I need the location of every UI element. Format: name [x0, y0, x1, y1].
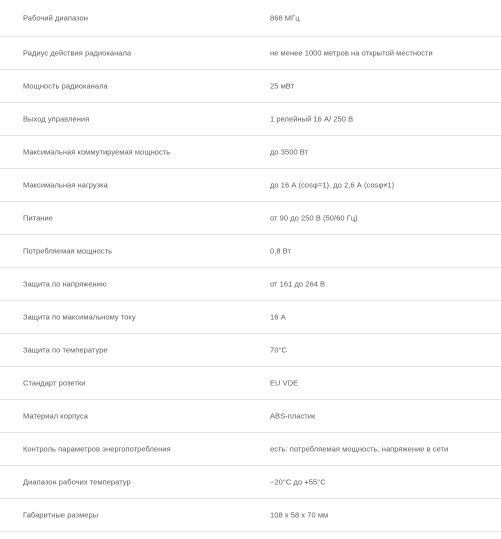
- spec-row: [0, 235, 501, 268]
- spec-row: [0, 202, 501, 235]
- spec-value: до 16 А (cosφ=1), до 2,6 А (cosφ≠1): [270, 180, 395, 190]
- spec-row: [0, 268, 501, 301]
- spec-row: [0, 136, 501, 169]
- spec-name: Защита по температуре: [23, 345, 108, 355]
- spec-row: [0, 0, 501, 37]
- spec-name: Защита по напряжению: [23, 279, 107, 289]
- spec-value: 16 А: [270, 312, 286, 322]
- spec-name: Максимальная коммутируемая мощность: [23, 147, 171, 157]
- spec-name: Мощность радиоканала: [23, 81, 108, 91]
- spec-value: EU VDE: [270, 378, 299, 388]
- spec-value: 108 х 58 х 70 мм: [270, 510, 329, 520]
- spec-name: Стандарт розетки: [23, 378, 86, 388]
- spec-value: до 3500 Вт: [270, 147, 309, 157]
- spec-value: 70°С: [270, 345, 287, 355]
- spec-value: есть: потребляемая мощность, напряжение в сети: [270, 444, 449, 454]
- spec-row: [0, 334, 501, 367]
- spec-value: 868 МГц: [270, 13, 300, 23]
- spec-row: [0, 433, 501, 466]
- spec-name: Габаритные размеры: [23, 510, 99, 520]
- spec-value: 25 мВт: [270, 81, 295, 91]
- spec-name: Радиус действия радиоканала: [23, 48, 132, 58]
- spec-row: [0, 301, 501, 334]
- spec-name: Потребляемая мощность: [23, 246, 113, 256]
- spec-value: не менее 1000 метров на открытой местности: [270, 48, 433, 58]
- spec-row: [0, 70, 501, 103]
- spec-name: Максимальная нагрузка: [23, 180, 108, 190]
- spec-name: Питание: [23, 213, 53, 223]
- spec-row: [0, 499, 501, 532]
- spec-name: Контроль параметров энергопотребления: [23, 444, 171, 454]
- spec-name: Материал корпуса: [23, 411, 89, 421]
- spec-value: 0,8 Вт: [270, 246, 291, 256]
- spec-value: 1 релейный 16 А/ 250 В: [270, 114, 354, 124]
- spec-name: Диапазон рабочих температур: [23, 477, 131, 487]
- spec-row: [0, 169, 501, 202]
- spec-row: [0, 37, 501, 70]
- spec-value: −20°С до +55°С: [270, 477, 326, 487]
- spec-row: [0, 103, 501, 136]
- spec-row: [0, 466, 501, 499]
- spec-value: ABS-пластик: [270, 411, 316, 421]
- spec-name: Выход управления: [23, 114, 90, 124]
- spec-name: Защита по максимальному току: [23, 312, 136, 322]
- spec-row: [0, 400, 501, 433]
- spec-value: от 161 до 264 В: [270, 279, 326, 289]
- spec-value: от 90 до 250 В (50/60 Гц): [270, 213, 358, 223]
- spec-row: [0, 367, 501, 400]
- spec-name: Рабочий диапазон: [23, 13, 88, 23]
